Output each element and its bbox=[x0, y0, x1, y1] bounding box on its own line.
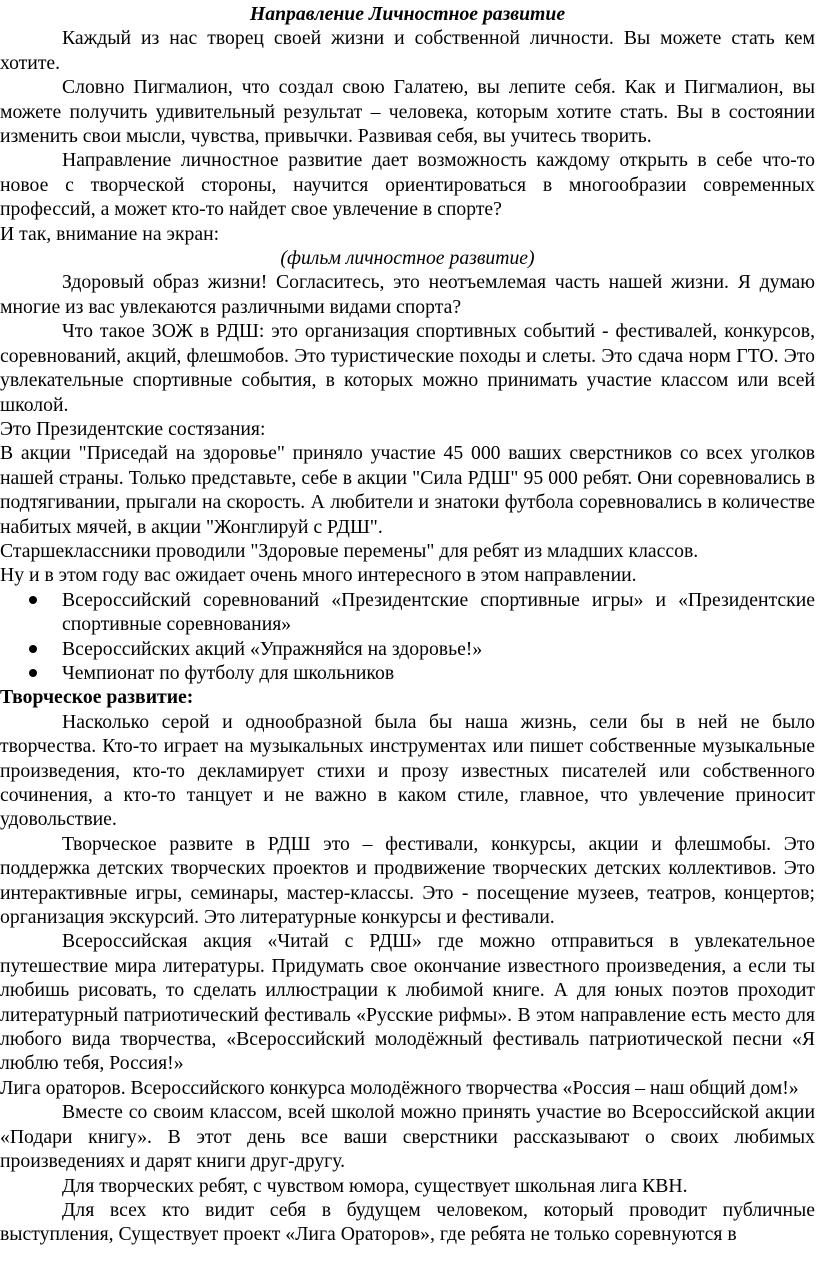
paragraph: Старшеклассники проводили "Здоровые перемены" для ребят из младших классов. bbox=[0, 539, 699, 562]
paragraph: Для творческих ребят, с чувством юмора, существует школьная лига КВН. bbox=[62, 1174, 688, 1197]
paragraph: Здоровый образ жизни! Согласитесь, это неотъемлемая часть нашей жизни. Я думаю многие из вас увлекаются различными видами спорта? bbox=[0, 271, 815, 318]
list-item-text: Чемпионат по футболу для школьников bbox=[62, 661, 395, 684]
paragraph: Что такое ЗОЖ в РДШ: это организация спортивных событий - фестивалей, конкурсов, соревнований, акций, флешмобов. Это туристические походы и слеты. Это сдача норм ГТО. Это увлекательные спортивные события, в которых можно принимать участие классом или всей школой. bbox=[0, 320, 815, 416]
bullet-list bbox=[0, 588, 815, 686]
paragraph: Направление личностное развитие дает возможность каждому открыть в себе что-то новое с творческой стороны, научится ориентироваться в многообразии современных профессий, а может кто-то найдет свое увлечение в спорте? bbox=[0, 149, 815, 221]
list-item bbox=[0, 588, 815, 637]
document-page bbox=[0, 2, 815, 1247]
list-item bbox=[0, 661, 815, 685]
paragraph: Каждый из нас творец своей жизни и собственной личности. Вы можете стать кем хотите. bbox=[0, 27, 815, 74]
list-item-text: Всероссийских акций «Упражняйся на здоровье!» bbox=[62, 637, 483, 660]
paragraph: Насколько серой и однообразной была бы наша жизнь, сели бы в ней не было творчества. Кто-то играет на музыкальных инструментах или пишет собственные музыкальные произведения, кто-то декламирует стихи и прозу известных писателей или собственного сочинения, а кто-то танцует и не важно в каком стиле, главное, что увлечение приносит удовольствие. bbox=[0, 710, 815, 831]
paragraph: Творческое развите в РДШ это – фестивали, конкурсы, акции и флешмобы. Это поддержка детских творческих проектов и продвижение творческих детских коллективов. Это интерактивные игры, семинары, мастер-классы. Это - посещение музеев, театров, концертов; организация экскурсий. Это литературные конкурсы и фестивали. bbox=[0, 832, 815, 929]
paragraph: Лига ораторов. Всероссийского конкурса молодёжного творчества «Россия – наш общий дом!» bbox=[0, 1076, 799, 1099]
paragraph: Это Президентские состязания: bbox=[0, 417, 266, 440]
film-note: (фильм личностное развитие) bbox=[280, 247, 535, 270]
section-heading: Творческое развитие: bbox=[0, 686, 194, 709]
paragraph: Для всех кто видит себя в будущем человеком, который проводит публичные выступления, Существует проект «Лига Ораторов», где ребята не только соревнуются в bbox=[0, 1198, 815, 1246]
paragraph: Вместе со своим классом, всей школой можно принять участие во Всероссийской акции «Подари книгу». В этот день все ваши сверстники рассказывают о своих любимых произведениях и дарят книги друг-другу. bbox=[0, 1101, 815, 1173]
paragraph: Ну и в этом году вас ожидает очень много интересного в этом направлении. bbox=[0, 564, 637, 587]
paragraph: И так, внимание на экран: bbox=[0, 222, 220, 245]
list-item bbox=[0, 637, 815, 661]
paragraph: Словно Пигмалион, что создал свою Галатею, вы лепите себя. Как и Пигмалион, вы можете получить удивительный результат – человека, которым хотите стать. Вы в состоянии изменить свои мысли, чувства, привычки. Развивая себя, вы учитесь творить. bbox=[0, 76, 815, 148]
document-title: Направление Личностное развитие bbox=[249, 3, 566, 25]
list-item-text: Всероссийский соревнований «Президентские спортивные игры» и «Президентские спортивные соревнования» bbox=[62, 588, 815, 636]
paragraph: Всероссийская акция «Читай с РДШ» где можно отправиться в увлекательное путешествие мира литературы. Придумать свое окончание известного произведения, а если ты любишь рисовать, то сделать иллюстрации к любимой книге. А для юных поэтов проходит литературный патриотический фестиваль «Русские рифмы». В этом направление есть место для любого вида творчества, «Всероссийский молодёжный фестиваль патриотической песни «Я люблю тебя, Россия!» bbox=[0, 930, 815, 1075]
paragraph: В акции "Приседай на здоровье" приняло участие 45 000 ваших сверстников со всех уголков нашей страны. Только представьте, себе в акции "Сила РДШ" 95 000 ребят. Они соревновались в подтягивании, прыгали на скорость. А любители и знатоки футбола соревновались в количестве набитых мячей, в акции "Жонглируй с РДШ". bbox=[0, 442, 815, 538]
